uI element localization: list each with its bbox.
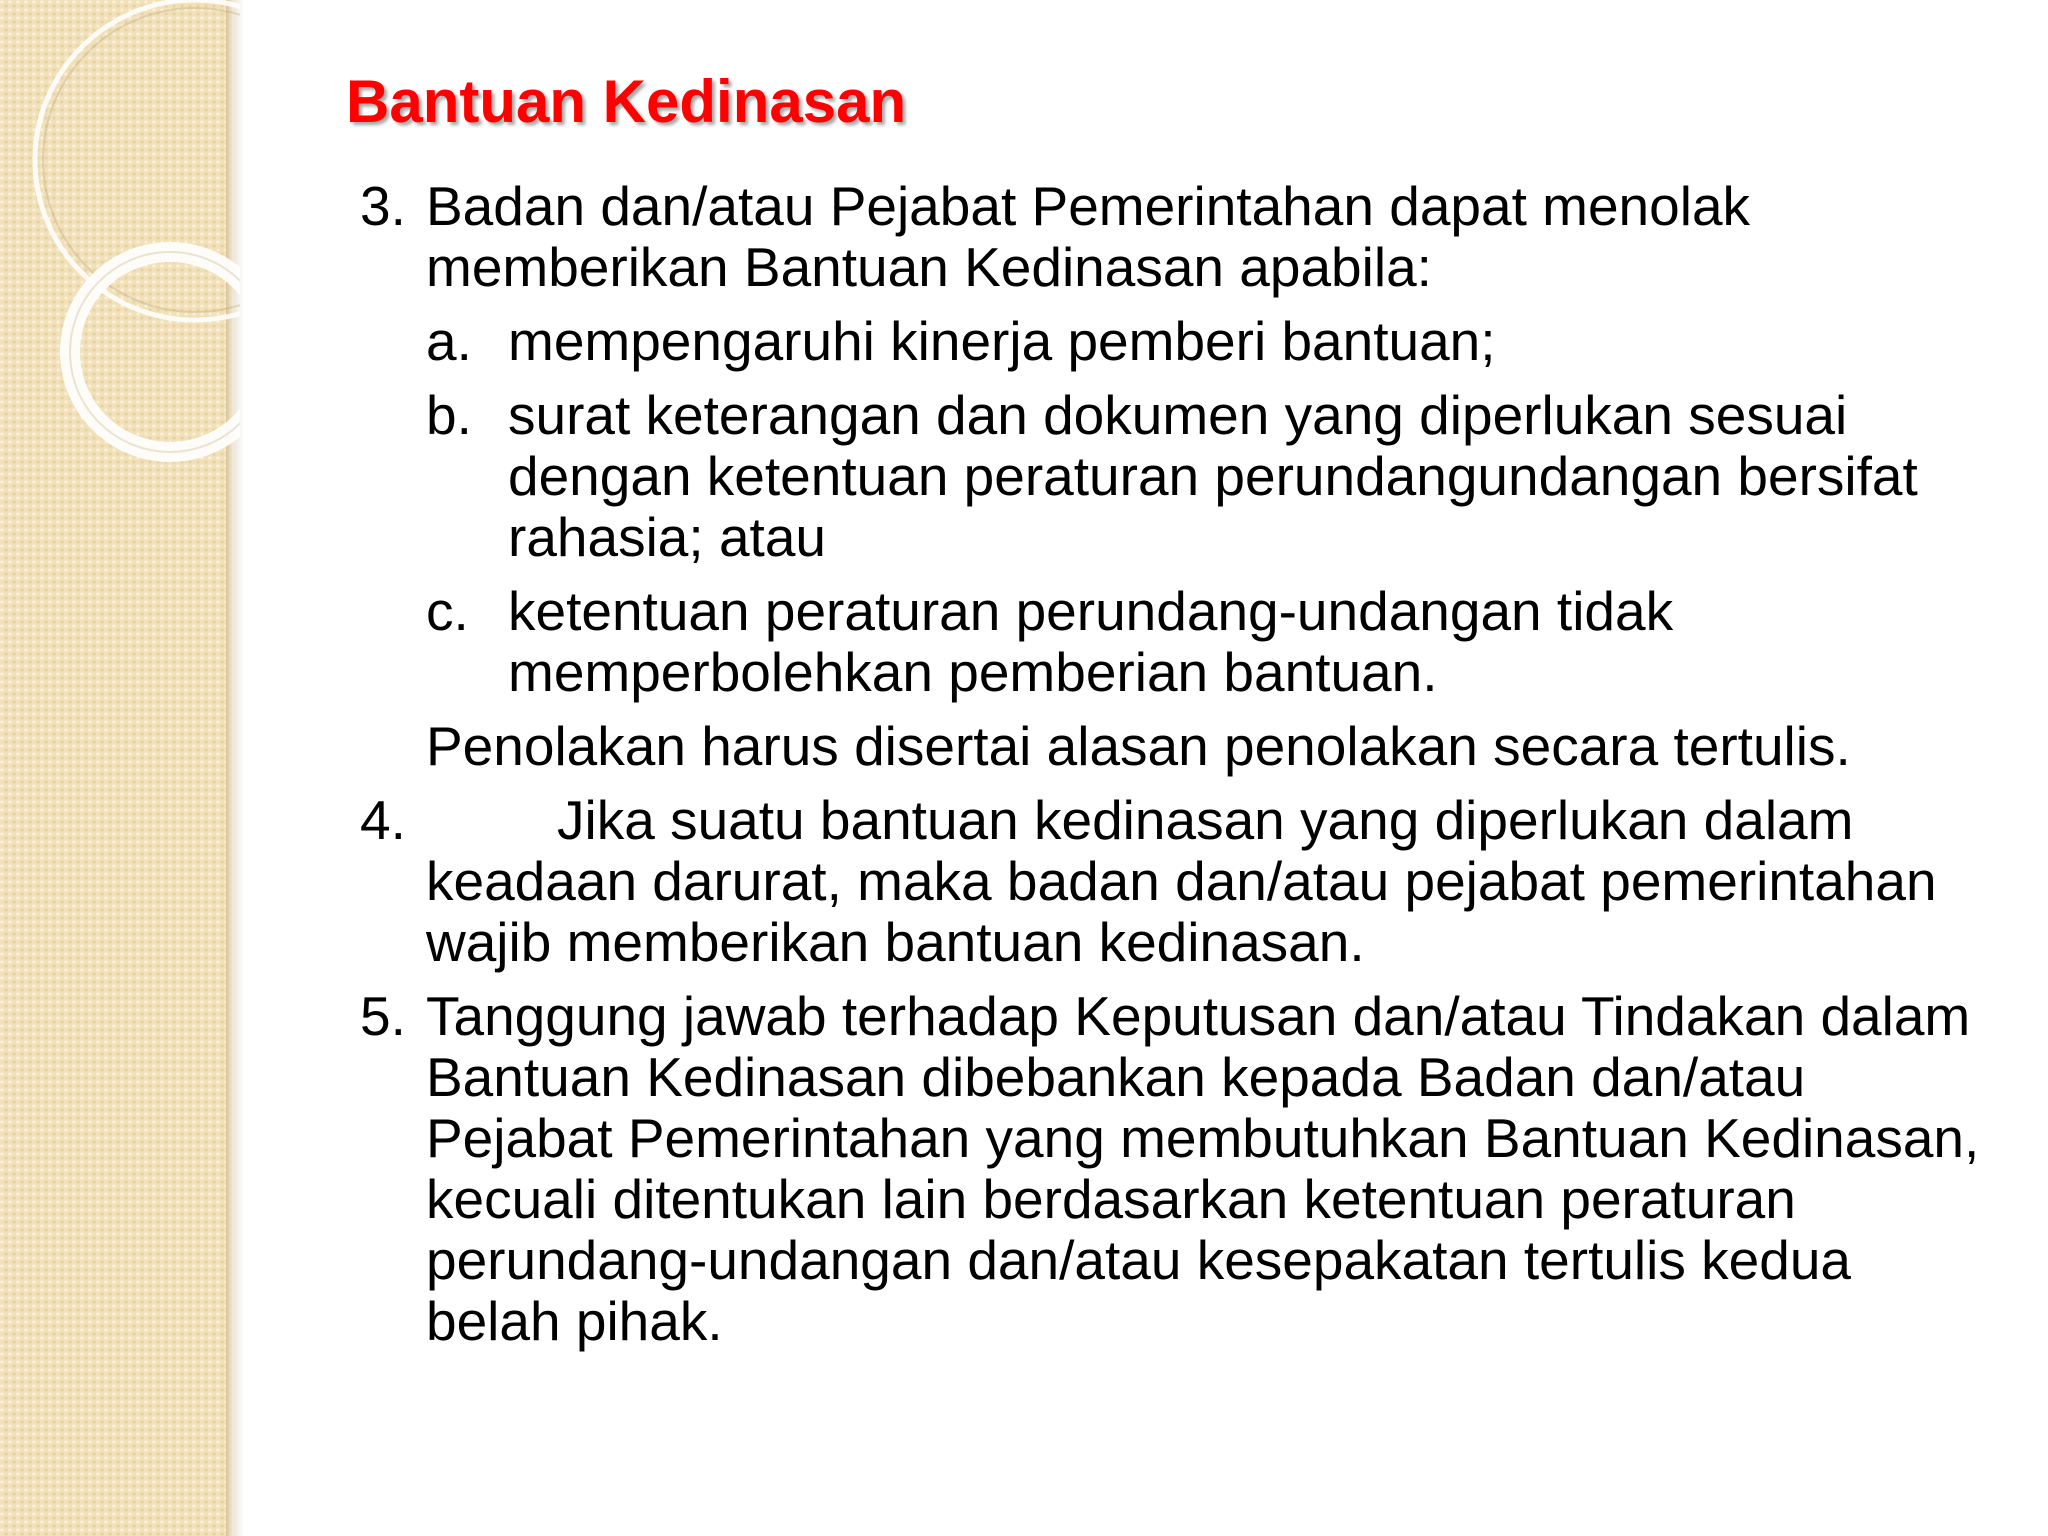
sub-item-c: [426, 581, 2000, 703]
list-item-4: [360, 790, 2000, 973]
item-4-body: [426, 790, 2000, 973]
sub-item-a-text: mempengaruhi kinerja pemberi bantuan;: [508, 310, 1496, 372]
sub-item-b: [426, 385, 2000, 568]
large-ring-shape: [35, 0, 240, 320]
list-item-3: [360, 176, 2000, 298]
sub-item-c-text: ketentuan peraturan perundang-undangan tidak memperbolehkan pemberian bantuan.: [508, 580, 1674, 703]
small-ring-shape: [70, 252, 240, 452]
item-3-text: Badan dan/atau Pejabat Pemerintahan dapat menolak memberikan Bantuan Kedinasan apabila:: [426, 175, 1751, 298]
decorative-rings: [0, 0, 240, 520]
sub-item-a: [426, 311, 2000, 372]
list-item-5: [360, 986, 2000, 1352]
sub-item-b-letter: b.: [426, 384, 472, 446]
item-4-text: Jika suatu bantuan kedinasan yang diperlukan dalam keadaan darurat, maka badan dan/atau pejabat pemerintahan wajib memberikan bantuan kedinasan.: [426, 789, 1937, 973]
slide-title: Bantuan Kedinasan: [346, 68, 907, 135]
item-5-text: Tanggung jawab terhadap Keputusan dan/atau Tindakan dalam Bantuan Kedinasan dibebankan kepada Badan dan/atau Pejabat Pemerintahan yang membutuhkan Bantuan Kedinasan, kecuali ditentukan lain berdasarkan ketentuan peraturan perundang-undangan dan/atau kesepakatan tertulis kedua belah pihak.: [426, 985, 1980, 1352]
rejection-note: Penolakan harus disertai alasan penolakan secara tertulis.: [426, 715, 1851, 777]
sub-item-b-text: surat keterangan dan dokumen yang diperlukan sesuai dengan ketentuan peraturan perundangundangan bersifat rahasia; atau: [508, 384, 1918, 568]
item-5-number: 5.: [360, 985, 406, 1047]
item-3-number: 3.: [360, 175, 406, 237]
sub-item-c-letter: c.: [426, 580, 469, 642]
item-4-number: 4.: [360, 789, 406, 851]
sub-item-a-letter: a.: [426, 310, 472, 372]
slide-body: [360, 176, 2000, 1352]
